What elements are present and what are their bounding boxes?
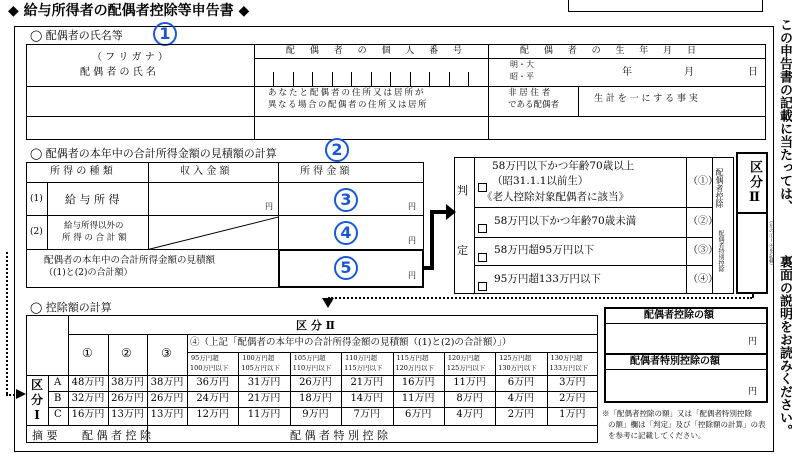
opt4-checkbox[interactable] xyxy=(478,275,490,294)
range-from: 110万円超 xyxy=(345,354,378,362)
furigana-label: （ フ リ ガ ナ ） xyxy=(92,52,168,63)
col-2: ② xyxy=(121,346,132,360)
kubun2-note xyxy=(768,218,775,268)
range-to: 100万円以下 xyxy=(190,364,229,372)
deduction-cell: 24万円 xyxy=(196,393,230,404)
deduction-cell: 14万円 xyxy=(350,393,384,404)
row2-no: (2) xyxy=(30,227,43,237)
kubun1-label xyxy=(30,378,44,423)
deduction-cell: 38万円 xyxy=(150,377,184,388)
opt2-label: 58万円以下かつ年齢70歳未満 xyxy=(494,215,637,227)
judge-label-1: 判 xyxy=(457,184,468,197)
deduction-cell: 32万円 xyxy=(71,393,105,404)
col-3: ③ xyxy=(161,346,172,360)
summary-a: 配 偶 者 控 除 xyxy=(82,429,151,442)
side-instructions xyxy=(776,18,792,213)
deduction-cell: 26万円 xyxy=(299,377,332,388)
opt2-no: （②） xyxy=(688,216,718,227)
deduction-cell: 13万円 xyxy=(150,409,184,420)
deduction-cell: 48万円 xyxy=(71,377,105,388)
kubun2-note-text: （左の①〜④を記載） xyxy=(768,218,774,268)
range-to: 130万円以下 xyxy=(498,364,537,372)
top-right-box xyxy=(568,0,763,12)
row1-no: (1) xyxy=(30,194,43,204)
section1-title: ◯ 配偶者の氏名等 xyxy=(30,29,123,42)
range-from: 125万円超 xyxy=(499,354,532,362)
deduction-label: 配偶者控除の額 xyxy=(644,310,714,321)
deduction-yen: 円 xyxy=(748,337,758,347)
range-from: 120万円超 xyxy=(447,354,480,362)
deduction-cell: 7万円 xyxy=(353,409,380,420)
col-income-total: 所 得 金 額 xyxy=(300,166,350,177)
row1-label: 給 与 所 得 xyxy=(65,193,120,206)
address-label-1: あなたと配偶者の住所又は居所が xyxy=(268,88,426,98)
deduction-cell: 11万円 xyxy=(401,393,435,404)
badge-2: 2 xyxy=(325,138,349,162)
arrow-to-judge xyxy=(422,200,456,280)
row-key: A xyxy=(54,377,62,388)
side-text-1: この申告書の記載に当たっては、 xyxy=(777,18,792,213)
range-to: 110万円以下 xyxy=(292,364,332,372)
col-4: ④（上記「配偶者の本年中の合計所得金額の見積額（(1)と(2)の合計額）」） xyxy=(190,337,512,348)
deduction-cell: 26万円 xyxy=(150,393,184,404)
opt4-no: （④） xyxy=(688,274,718,285)
side-instructions-2 xyxy=(776,255,792,437)
era-label-2: 昭・平 xyxy=(510,72,534,81)
range-to: 125万円以下 xyxy=(446,364,486,372)
arrow-down-into xyxy=(322,298,334,308)
range-from: 100万円超 xyxy=(242,354,275,362)
opt1-line3: 《老人控除対象配偶者に該当》 xyxy=(482,191,629,203)
deduction-cell: 16万円 xyxy=(71,409,105,420)
deduction-cell: 2万円 xyxy=(507,409,535,420)
deduction-cell: 26万円 xyxy=(111,393,144,404)
deduction-cell: 3万円 xyxy=(559,377,586,388)
results-note-3: を参考に記載してください。 xyxy=(608,431,706,440)
range-to: 105万円以下 xyxy=(241,364,280,372)
address-label-2: 異なる場合の配偶者の住所又は居所 xyxy=(268,100,429,110)
opt2-checkbox[interactable] xyxy=(478,217,490,236)
mynumber-input[interactable] xyxy=(254,58,488,86)
deduction-cell: 16万円 xyxy=(401,377,435,388)
opt3-checkbox[interactable] xyxy=(478,246,490,265)
year-label: 年 xyxy=(622,67,632,78)
deduction-cell: 4万円 xyxy=(507,393,535,404)
section2-title: ◯ 配偶者の本年中の合計所得金額の見積額の計算 xyxy=(30,147,277,160)
kubun2-header: 区 分 Ⅱ xyxy=(296,319,335,332)
mynumber-label: 配 偶 者 の 個 人 番 号 xyxy=(286,46,469,56)
results-note-2: の額」欄は「判定」及び「控除額の計算」の表 xyxy=(608,420,766,429)
day-label: 日 xyxy=(748,67,758,78)
badge-1: 1 xyxy=(153,22,177,46)
deduction-cell: 13万円 xyxy=(111,409,144,420)
side-text-2: 裏面の説明をお読みください。 xyxy=(777,255,792,437)
deduction-cell: 2万円 xyxy=(559,393,586,404)
summary-label: 摘 要 xyxy=(32,429,58,442)
row3-label-1: 配偶者の本年中の合計所得金額の見積額 xyxy=(44,255,216,266)
deduction-cell: 38万円 xyxy=(111,377,144,388)
deduction-cell: 11万円 xyxy=(453,377,486,388)
opt1-line2: （昭31.1.1以前生） xyxy=(492,175,589,187)
row3-yen: 円 xyxy=(408,271,416,280)
row3-label-2: （(1)と(2)の合計額） xyxy=(44,268,133,278)
row2-yen: 円 xyxy=(408,236,416,245)
deduction-amount-input[interactable] xyxy=(606,325,766,352)
range-to: 120万円以下 xyxy=(395,364,434,372)
deduction-cell: 21万円 xyxy=(350,377,384,388)
judge-label-2: 定 xyxy=(457,244,468,257)
opt3-label: 58万円超95万円以下 xyxy=(494,244,595,256)
deduction-cell: 21万円 xyxy=(247,393,281,404)
deduction-cell: 12万円 xyxy=(196,409,230,420)
col-1: ① xyxy=(82,346,93,360)
deduction-cell: 6万円 xyxy=(405,409,432,420)
range-from: 95万円超 xyxy=(191,354,219,362)
special-yen: 円 xyxy=(748,387,758,397)
row-key: B xyxy=(54,393,62,404)
badge-3: 3 xyxy=(334,188,358,212)
range-from: 115万円超 xyxy=(396,354,429,362)
deduction-cell: 11万円 xyxy=(247,409,281,420)
kubun1-text: 区分Ⅰ xyxy=(30,378,43,422)
era-label-1: 明・大 xyxy=(510,60,534,69)
row2-label-2: 所 得 の 合 計 額 xyxy=(62,233,127,243)
kubun2-text: 区分Ⅱ xyxy=(747,160,762,207)
kubun2-input[interactable] xyxy=(738,214,766,292)
deduction-cell: 4万円 xyxy=(456,409,483,420)
opt4-label: 95万円超133万円以下 xyxy=(494,273,601,285)
deduction-cell: 18万円 xyxy=(299,393,332,404)
special-label: 配偶者特別控除の額 xyxy=(630,356,720,367)
deduction-cell: 6万円 xyxy=(507,377,535,388)
range-to: 133万円以下 xyxy=(549,364,589,372)
form-title: ◆ 給与所得者の配偶者控除等申告書 ◆ xyxy=(8,3,250,19)
section3-title: ◯ 控除額の計算 xyxy=(30,301,112,314)
opt1-no: （①） xyxy=(688,176,718,187)
judge-vert-label xyxy=(714,168,725,208)
row-key: C xyxy=(54,409,62,420)
nonresident-label-1: 非 居 住 者 xyxy=(508,88,551,98)
deduction-cell: 8万円 xyxy=(456,393,483,404)
badge-5: 5 xyxy=(334,256,358,280)
birthdate-label: 配 偶 者 の 生 年 月 日 xyxy=(520,46,703,56)
salary-income-input[interactable] xyxy=(148,182,278,215)
dotted-left xyxy=(6,252,8,394)
results-note-1: ※「配偶者控除の額」又は「配偶者特別控除 xyxy=(602,409,752,418)
dotted-right xyxy=(328,297,752,299)
col-income-amount: 収 入 金 額 xyxy=(180,166,230,177)
opt3-no: （③） xyxy=(688,245,718,256)
spouse-name-label: 配 偶 者 の 氏 名 xyxy=(80,67,156,78)
special-amount-input[interactable] xyxy=(606,371,766,401)
row1-yen: 円 xyxy=(265,202,273,211)
judge-vert-deduction: 配偶者控除 xyxy=(715,168,724,208)
month-label: 月 xyxy=(684,67,694,78)
judge-vert-label-2 xyxy=(716,230,725,272)
livelihood-label: 生 計 を 一 に す る 事 実 xyxy=(594,94,698,104)
arrow-left-into xyxy=(16,389,26,399)
badge-4: 4 xyxy=(334,221,358,245)
kubun2-label xyxy=(745,160,764,207)
nonresident-label-2: である配偶者 xyxy=(508,100,560,110)
birthdate-input[interactable] xyxy=(540,58,766,86)
col-income-type: 所 得 の 種 類 xyxy=(50,166,113,177)
row2-label-1: 給与所得以外の xyxy=(64,221,124,231)
range-from: 105万円超 xyxy=(293,354,326,362)
row1-amount-yen: 円 xyxy=(408,202,416,211)
deduction-cell: 31万円 xyxy=(247,377,281,388)
summary-b: 配 偶 者 特 別 控 除 xyxy=(290,429,388,442)
opt1-line1: 58万円以下かつ年齢70歳以上 xyxy=(492,160,635,172)
deduction-cell: 36万円 xyxy=(196,377,230,388)
deduction-cell: 9万円 xyxy=(302,409,329,420)
range-to: 115万円以下 xyxy=(344,364,383,372)
range-from: 130万円超 xyxy=(550,354,583,362)
judge-vert-special: 配偶者特別控除 xyxy=(717,230,724,272)
deduction-cell: 1万円 xyxy=(559,409,586,420)
